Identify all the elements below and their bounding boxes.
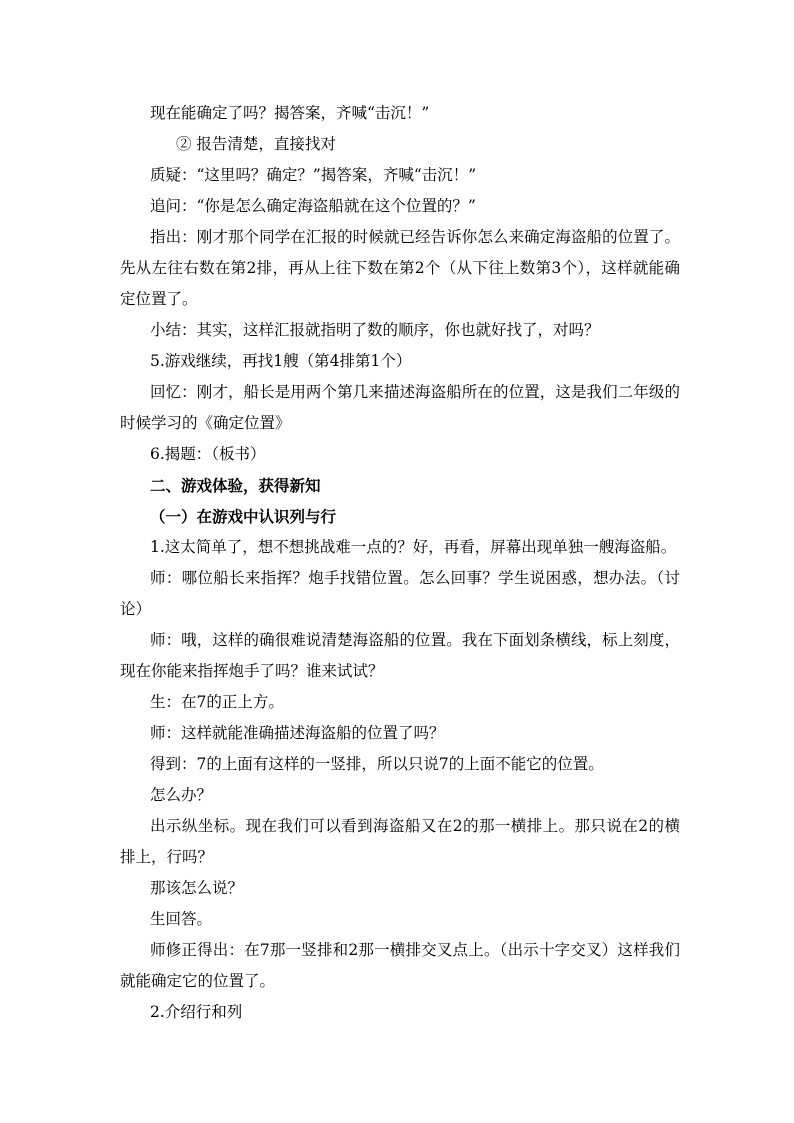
paragraph: 回忆：刚才，船长是用两个第几来描述海盗船所在的位置，这是我们二年级的时候学习的《确定位置》 — [120, 383, 680, 432]
paragraph: 那该怎么说？ — [150, 879, 244, 897]
paragraph: 指出：刚才那个同学在汇报的时候就已经告诉你怎么来确定海盗船的位置了。先从左往右数在第2排，再从上往下数在第2个（从下往上数第3个），这样就能确定位置了。 — [120, 228, 680, 308]
paragraph: 出示纵坐标。现在我们可以看到海盗船又在2的那一横排上。那只说在2的横排上，行吗？ — [120, 817, 680, 866]
paragraph: 小结：其实，这样汇报就指明了数的顺序，你也就好找了，对吗？ — [150, 321, 600, 339]
paragraph: 生：在7的正上方。 — [150, 693, 284, 711]
paragraph: 得到：7的上面有这样的一竖排，所以只说7的上面不能它的位置。 — [150, 755, 604, 773]
paragraph: 6.揭题：（板书） — [150, 445, 266, 463]
paragraph: 现在能确定了吗？揭答案，齐喊“击沉！” — [150, 104, 430, 122]
paragraph: 1.这太简单了，想不想挑战难一点的？好，再看，屏幕出现单独一艘海盗船。 — [150, 538, 677, 556]
paragraph: ② 报告清楚，直接找对 — [176, 135, 336, 153]
paragraph: 师：哪位船长来指挥？炮手找错位置。怎么回事？学生说困惑，想办法。（讨论） — [120, 569, 680, 618]
paragraph: 生回答。 — [150, 910, 213, 928]
paragraph: 2.介绍行和列 — [150, 1003, 243, 1021]
paragraph: 质疑：“这里吗？确定？”揭答案，齐喊“击沉！” — [150, 166, 477, 184]
paragraph: 5.游戏继续，再找1艘（第4排第1个） — [150, 352, 412, 370]
document-body — [120, 98, 680, 1028]
paragraph: 师：这样就能准确描述海盗船的位置了吗？ — [150, 724, 445, 742]
section-heading: 二、游戏体验，获得新知 — [150, 476, 321, 495]
subsection-heading: （一）在游戏中认识列与行 — [150, 507, 337, 526]
paragraph: 怎么办？ — [150, 786, 213, 804]
paragraph: 追问：“你是怎么确定海盗船就在这个位置的？” — [150, 197, 476, 215]
paragraph: 师修正得出：在7那一竖排和2那一横排交叉点上。（出示十字交叉）这样我们就能确定它的位置了。 — [120, 941, 680, 990]
paragraph: 师：哦，这样的确很难说清楚海盗船的位置。我在下面划条横线，标上刻度，现在你能来指挥炮手了吗？谁来试试？ — [120, 631, 680, 680]
